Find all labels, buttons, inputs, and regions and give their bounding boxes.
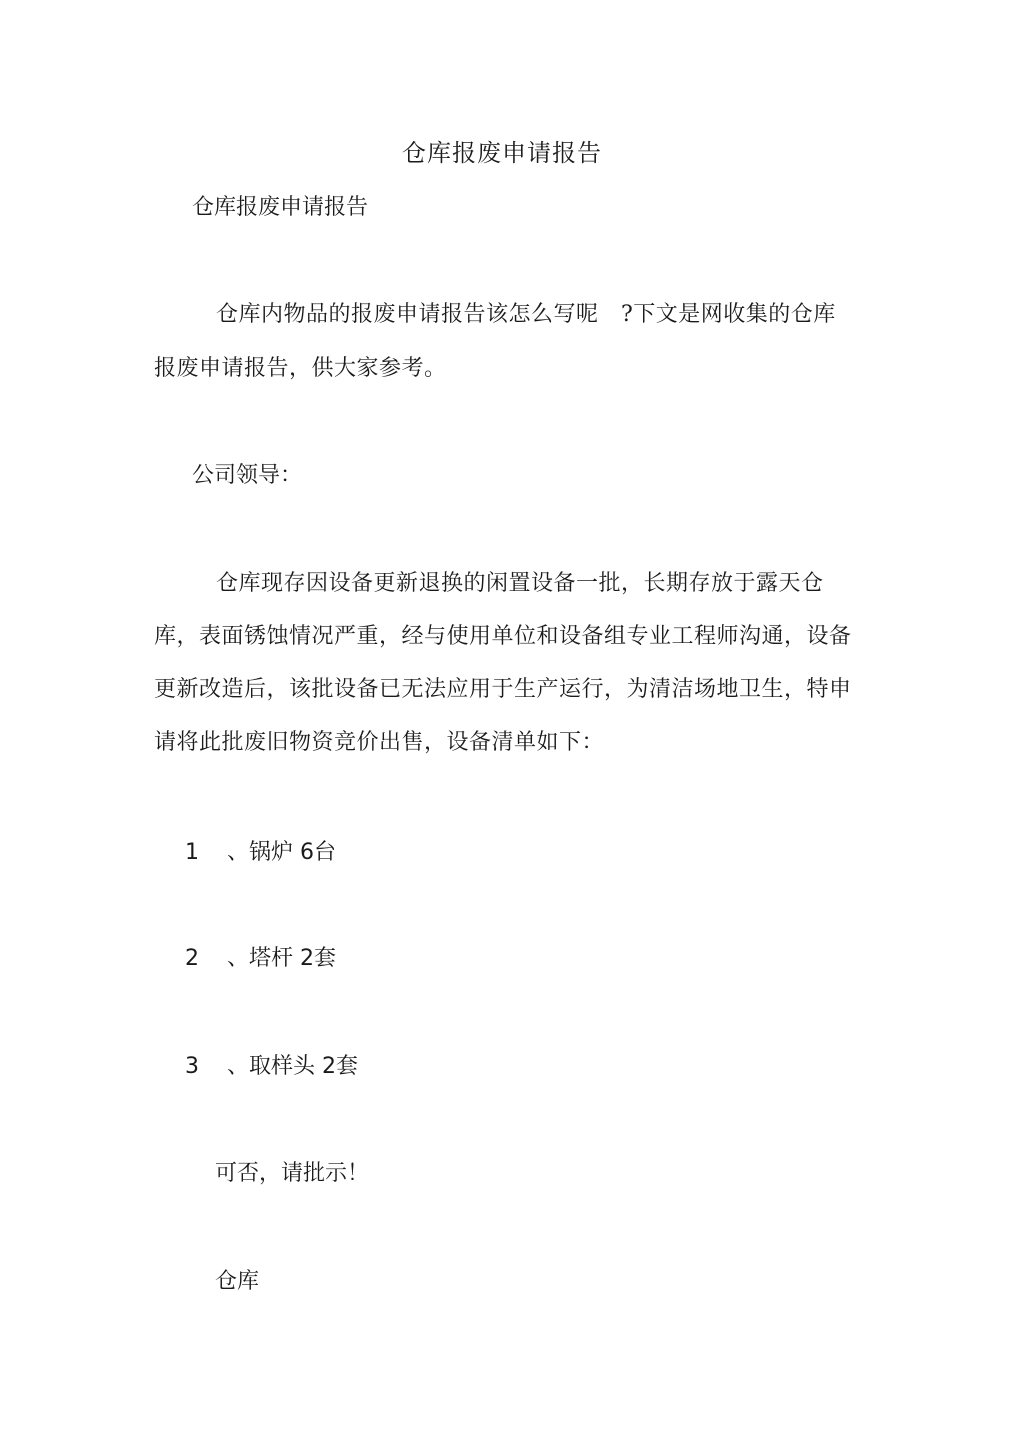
list-item-number: 3 <box>185 1054 199 1079</box>
list-item-number: 1 <box>185 840 199 865</box>
list-item-name: 、取样头 <box>227 1054 316 1079</box>
list-item-number: 2 <box>185 946 199 971</box>
list-item-name: 、锅炉 <box>227 840 294 865</box>
closing-line: 可否，请批示！ <box>215 1161 370 1186</box>
document-title: 仓库报废申请报告 <box>402 139 602 167</box>
intro-paragraph: 仓库内物品的报废申请报告该怎么写呢 ?下文是网收集的仓库报废申请报告，供大家参考。 <box>154 302 836 381</box>
body-paragraph: 仓库现存因设备更新退换的闲置设备一批，长期存放于露天仓库，表面锈蚀情况严重，经与使用单位和设备组专业工程师沟通，设备更新改造后，该批设备已无法应用于生产运行，为清洁场地卫生，特申请将此批废旧物资竞价出售，设备清单如下： <box>154 571 852 755</box>
list-item <box>185 1047 358 1087</box>
salutation: 公司领导： <box>192 463 303 488</box>
list-item-quantity: 6台 <box>300 840 337 865</box>
list-item-quantity: 2套 <box>300 946 337 971</box>
document-subtitle: 仓库报废申请报告 <box>192 195 369 220</box>
signature: 仓库 <box>215 1269 260 1294</box>
list-item <box>185 939 336 979</box>
list-item-name: 、塔杆 <box>227 946 294 971</box>
list-item-quantity: 2套 <box>322 1054 359 1079</box>
list-item <box>185 833 336 873</box>
